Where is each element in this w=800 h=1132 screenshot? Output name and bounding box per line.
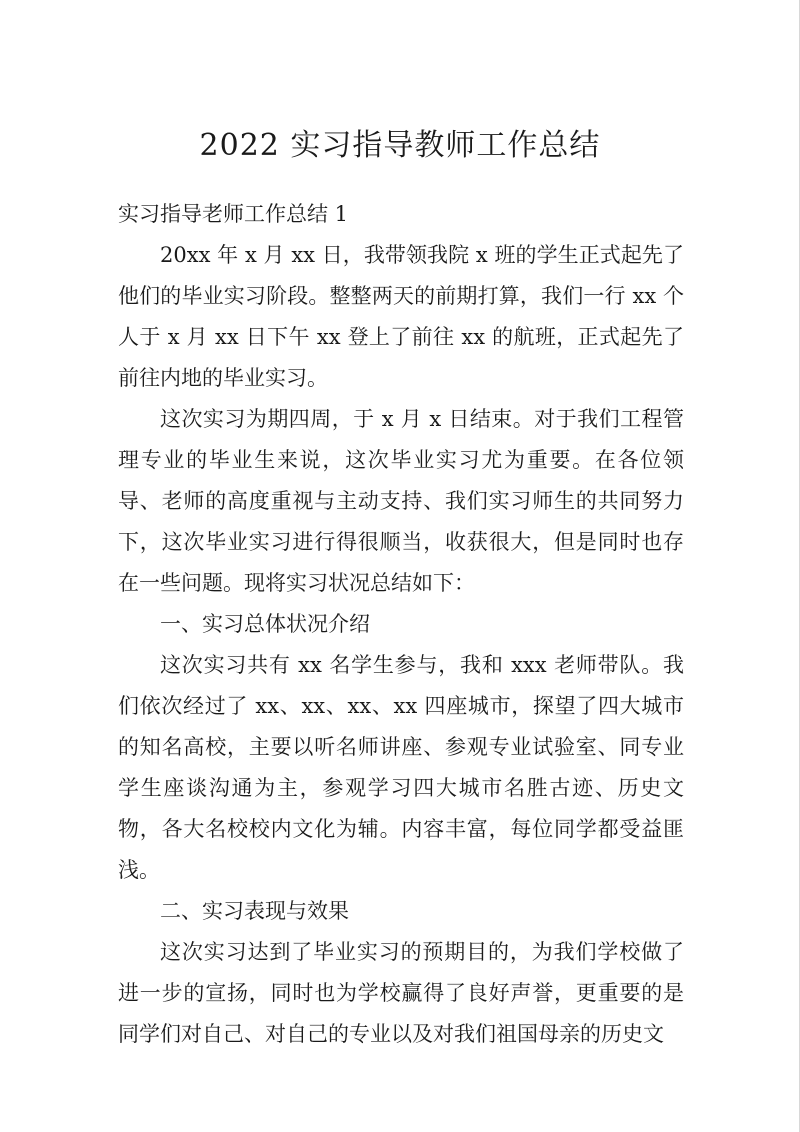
document-subtitle: 实习指导老师工作总结 1 (118, 202, 349, 226)
paragraph-1: 20xx 年 x 月 xx 日，我带领我院 x 班的学生正式起先了他们的毕业实习阶段。整整两天的前期打算，我们一行 xx 个人于 x 月 xx 日下午 xx 登上了前往 xx 的航班，正式起先了前往内地的毕业实习。 (118, 243, 684, 390)
document-body (118, 194, 684, 1055)
section-heading-1: 一、实习总体状况介绍 (160, 612, 370, 636)
paragraph-2: 这次实习为期四周，于 x 月 x 日结束。对于我们工程管理专业的毕业生来说，这次毕业实习尤为重要。在各位领导、老师的高度重视与主动支持、我们实习师生的共同努力下，这次毕业实习进行得很顺当，收获很大，但是同时也存在一些问题。现将实习状况总结如下： (118, 407, 684, 595)
section-heading-2: 二、实习表现与效果 (160, 899, 349, 923)
paragraph-3: 这次实习共有 xx 名学生参与，我和 xxx 老师带队。我们依次经过了 xx、xx、xx、xx 四座城市，探望了四大城市的知名高校，主要以听名师讲座、参观专业试验室、同专业学生座谈沟通为主，参观学习四大城市名胜古迹、历史文物，各大名校校内文化为辅。内容丰富，每位同学都受益匪浅。 (118, 653, 684, 882)
paragraph-4: 这次实习达到了毕业实习的预期目的，为我们学校做了进一步的宣扬，同时也为学校赢得了良好声誉，更重要的是同学们对自己、对自己的专业以及对我们祖国母亲的历史文 (118, 940, 684, 1046)
document-title: 2022 实习指导教师工作总结 (199, 128, 601, 163)
